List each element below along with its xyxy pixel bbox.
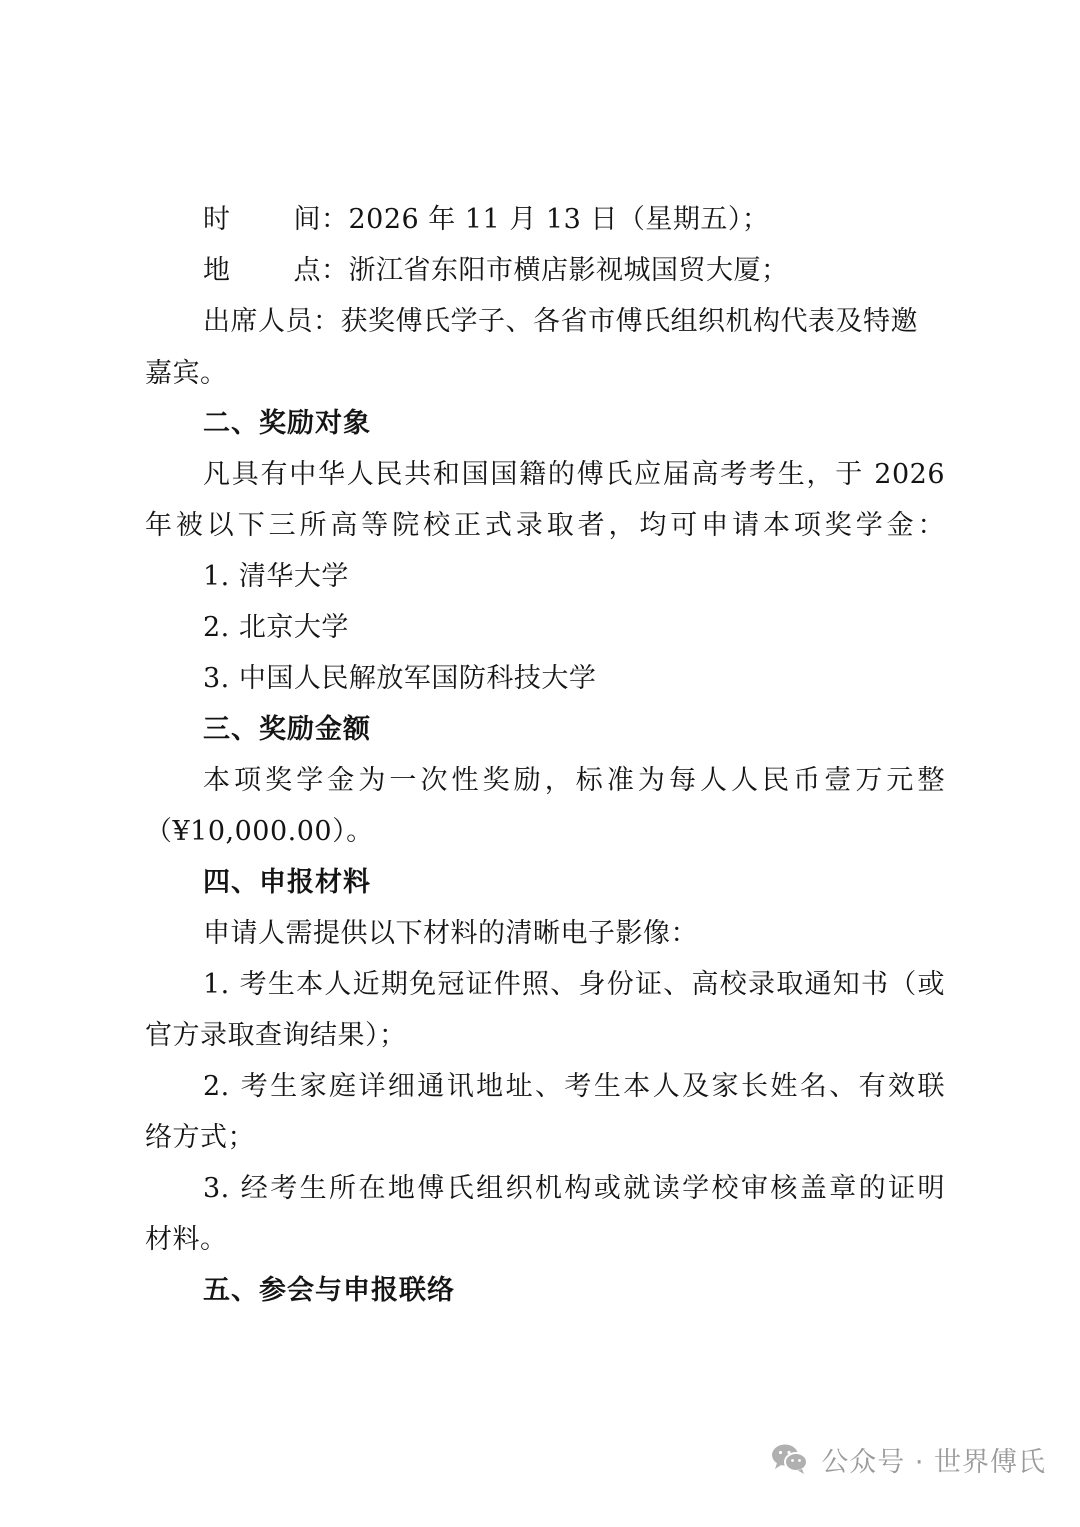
event-place-value: ：浙江省东阳市横店影视城国贸大厦； bbox=[321, 255, 789, 286]
event-time-label: 时 间 bbox=[203, 204, 321, 235]
materials-item-1-line-1: 1. 考生本人近期免冠证件照、身份证、高校录取通知书（或 bbox=[203, 969, 945, 1000]
event-place-line bbox=[203, 251, 945, 291]
event-attendees-line bbox=[203, 302, 945, 342]
university-item-2: 2. 北京大学 bbox=[203, 612, 349, 643]
materials-item-3-line-1: 3. 经考生所在地傅氏组织机构或就读学校审核盖章的证明 bbox=[203, 1173, 945, 1204]
event-time-line bbox=[203, 200, 945, 240]
materials-item-1-line-2: 官方录取查询结果）； bbox=[145, 1020, 407, 1051]
materials-item-2-line-2: 络方式； bbox=[145, 1122, 255, 1153]
event-place-label: 地 点 bbox=[203, 255, 321, 286]
materials-item-2-line-1: 2. 考生家庭详细通讯地址、考生本人及家长姓名、有效联 bbox=[203, 1071, 945, 1102]
university-item-1: 1. 清华大学 bbox=[203, 561, 349, 592]
materials-intro: 申请人需提供以下材料的清晰电子影像： bbox=[203, 918, 698, 949]
event-time-value: ：2026 年 11 月 13 日（星期五）； bbox=[321, 204, 770, 235]
amount-paragraph-line-1: 本项奖学金为一次性奖励，标准为每人人民币壹万元整 bbox=[203, 765, 945, 796]
amount-paragraph-line-2: （¥10,000.00）。 bbox=[145, 816, 374, 847]
event-attendees-line-2: 嘉宾。 bbox=[145, 358, 228, 389]
section-heading-materials: 四、申报材料 bbox=[203, 867, 371, 898]
wechat-icon bbox=[771, 1443, 809, 1475]
eligibility-paragraph-line-2: 年被以下三所高等院校正式录取者，均可申请本项奖学金： bbox=[145, 510, 945, 541]
university-item-3: 3. 中国人民解放军国防科技大学 bbox=[203, 663, 597, 694]
event-attendees-label: 出席人员 bbox=[203, 306, 313, 337]
watermark-text: 公众号 · 世界傅氏 bbox=[821, 1446, 1046, 1478]
section-heading-contact: 五、参会与申报联络 bbox=[203, 1275, 455, 1306]
section-heading-eligibility: 二、奖励对象 bbox=[203, 408, 371, 439]
section-heading-amount: 三、奖励金额 bbox=[203, 714, 371, 745]
wechat-watermark bbox=[771, 1439, 1046, 1479]
materials-item-3-line-2: 材料。 bbox=[145, 1224, 228, 1255]
event-attendees-value: ：获奖傅氏学子、各省市傅氏组织机构代表及特邀 bbox=[313, 306, 918, 337]
eligibility-paragraph-line-1: 凡具有中华人民共和国国籍的傅氏应届高考考生，于 2026 bbox=[203, 459, 945, 490]
